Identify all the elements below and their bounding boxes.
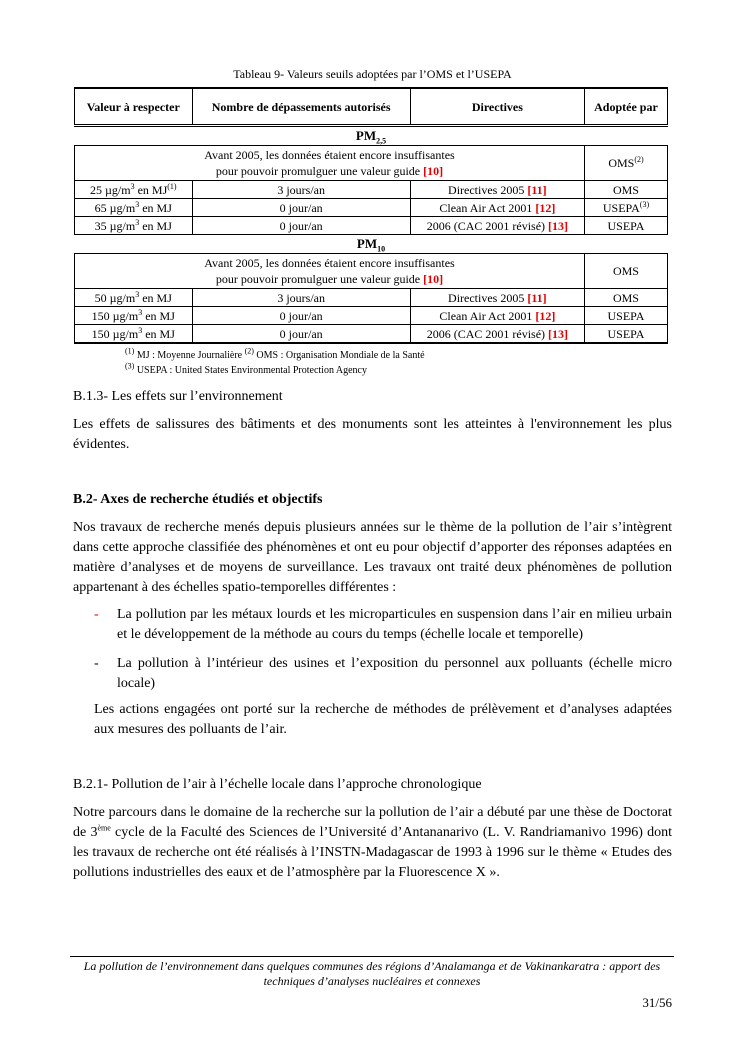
table-row: 150 $\mu g/m^3$ en MJ 0 jour/an Clean Air Act 2001 [12] USEPA <box>75 307 668 325</box>
table-row: 50 $\mu g/m^3$ en MJ 3 jours/an Directives 2005 [11] OMS <box>75 289 668 307</box>
footnote-line-1: $^{(1)}$ MJ : Moyenne Journalière $^{(2)}$ OMS : Organisation Mondiale de la Santé <box>125 346 425 361</box>
pm25-note-adopted: OMS$^{(2)}$ <box>584 146 667 181</box>
table-row: 65 $\mu g/m^3$ en MJ 0 jour/an Clean Air Act 2001 [12] USEPA$^{(3)}$ <box>75 199 668 217</box>
thresholds-table <box>74 87 668 344</box>
table-row: 150 $\mu g/m^3$ en MJ 0 jour/an 2006 (CAC 2001 révisé) [13] USEPA <box>75 325 668 344</box>
header-count: Nombre de dépassements autorisés <box>192 88 410 126</box>
heading-b21: B.2.1- Pollution de l’air à l’échelle locale dans l’approche chronologique <box>73 777 482 792</box>
table-caption: Tableau 9- Valeurs seuils adoptées par l’OMS et l’USEPA <box>233 67 512 81</box>
bullet-list <box>94 605 672 694</box>
pm10-note-adopted: OMS <box>584 254 667 289</box>
page-number: 31/56 <box>642 995 672 1010</box>
pm10-note-row <box>75 254 668 289</box>
footer-text: La pollution de l’environnement dans quelques communes des régions d’Analamanga et de Vakinankaratra : apport des techniques d’analyses nucléaires et connexes <box>83 959 661 988</box>
list-item: - La pollution par les métaux lourds et les microparticules en suspension dans l’air en milieu urbain et le développement de la méthode au cours du temps (échelle locale et temporelle) <box>94 607 672 642</box>
header-adopted: Adoptée par <box>584 88 667 126</box>
pm25-note: Avant 2005, les données étaient encore insuffisantes pour pouvoir promulguer une valeur guide [10] <box>75 146 585 181</box>
footer-divider <box>70 956 674 957</box>
section-pm10-row <box>75 235 668 254</box>
table-footnotes <box>125 348 425 378</box>
pm25-note-row <box>75 146 668 181</box>
pm10-note: Avant 2005, les données étaient encore insuffisantes pour pouvoir promulguer une valeur guide [10] <box>75 254 585 289</box>
list-item: - La pollution à l’intérieur des usines et l’exposition du personnel aux polluants (échelle micro locale) <box>94 656 672 691</box>
table-row: 35 $\mu g/m^3$ en MJ 0 jour/an 2006 (CAC 2001 révisé) [13] USEPA <box>75 217 668 235</box>
paragraph-actions: Les actions engagées ont porté sur la recherche de méthodes de prélèvement et d’analyses adaptées aux mesures des polluants de l’air. <box>94 702 672 737</box>
header-value: Valeur à respecter <box>75 88 193 126</box>
paragraph-b21: Notre parcours dans le domaine de la recherche sur la pollution de l’air a débuté par une thèse de Doctorat de 3ème cycle de la Faculté des Sciences de l’Université d’Antananarivo (L. V. Randriamanivo 1996) dont les travaux de recherche ont été réalisés à l’INSTN-Madagascar de 1993 à 1996 sur le thème « Etudes des pollutions industrielles des eaux et de l’atmosphère par la Fluorescence X ». <box>73 805 673 880</box>
section-pm25: $PM_{2,5}$ <box>75 126 668 146</box>
paragraph-b13: Les effets de salissures des bâtiments et des monuments sont les atteintes à l'environnement les plus évidentes. <box>73 417 672 452</box>
table-header-row <box>75 88 668 126</box>
section-pm25-row <box>75 126 668 146</box>
header-directives: Directives <box>410 88 584 126</box>
table-row: 25 $\mu g/m^3$ en MJ$^{(1)}$ 3 jours/an Directives 2005 [11] OMS <box>75 181 668 199</box>
section-pm10: $PM_{10}$ <box>75 235 668 254</box>
footnote-line-2: $^{(3)}$ USEPA : United States Environmental Protection Agency <box>125 361 367 376</box>
heading-b2: B.2- Axes de recherche étudiés et objectifs <box>73 492 323 507</box>
heading-b13: B.1.3- Les effets sur l’environnement <box>73 389 283 404</box>
paragraph-b2: Nos travaux de recherche menés depuis plusieurs années sur le thème de la pollution de l’air s’intègrent dans cette approche classifiée des phénomènes et ont eu pour objectif d’apporter des réponses adaptées en matière d’analyses et de moyens de surveillance. Les travaux ont traité deux phénomènes de pollution appartenant à des échelles spatio-temporelles différentes : <box>73 520 672 595</box>
